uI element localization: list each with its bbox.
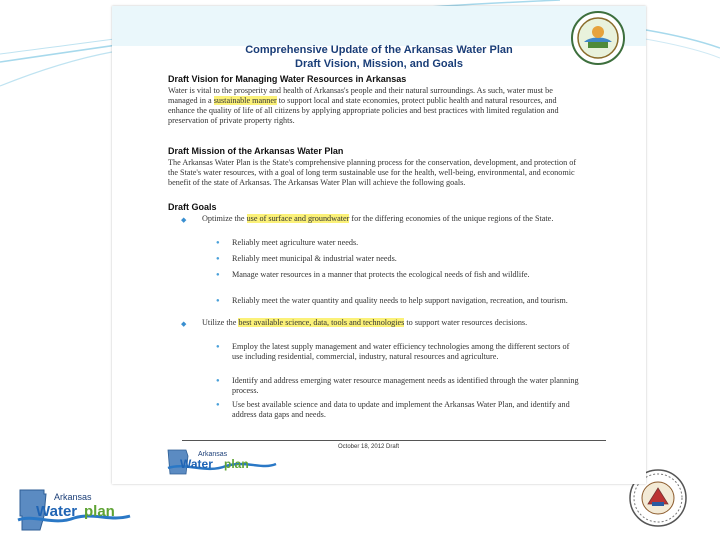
svg-text:plan: plan: [84, 503, 115, 520]
mission-text: The Arkansas Water Plan is the State's comprehensive planning process for the conservation, development, and protection of the State's water resources, with a goal of long term sustainable use for the health, well-being, environmental, and economic benefit of the state of Arkansas. The Arkansas Water Plan will achieve the following goals.: [168, 158, 577, 187]
bullet-diamond-icon: ◆: [181, 216, 187, 224]
goals-heading: Draft Goals: [168, 202, 217, 212]
vision-heading: Draft Vision for Managing Water Resources in Arkansas: [168, 74, 407, 84]
sub-bullet-icon: ●: [216, 402, 220, 408]
sub-bullet-icon: ●: [216, 240, 220, 246]
goal-1-text: Optimize the use of surface and groundwater for the differing economies of the unique regions of the State.: [202, 214, 554, 223]
arkansas-water-plan-logo: [14, 486, 134, 534]
goal-2-sub-3: Use best available science and data to update and implement the Arkansas Water Plan, and identify and address data gaps and needs.: [232, 400, 570, 419]
goal-1-sub-1: Reliably meet agriculture water needs.: [232, 238, 359, 247]
bullet-diamond-icon: ◆: [181, 320, 187, 328]
svg-text:Water: Water: [36, 503, 78, 520]
goal-2-text: Utilize the best available science, data, tools and technologies to support water resources decisions.: [202, 318, 528, 327]
goal-2-highlight: best available science, data, tools and technologies: [238, 318, 405, 327]
vision-text: Water is vital to the prosperity and health of Arkansas's people and their natural surroundings. As such, water must be managed in a sustainable manner to support local and state economies, protect public health and natural resources, and enhance the quality of life of all citizens by applying appropriate policies and best practices with limited regulation and preservation of private property rights.: [168, 86, 559, 125]
document-title: Comprehensive Update of the Arkansas Water Plan: [245, 44, 513, 56]
svg-text:Arkansas: Arkansas: [54, 492, 92, 502]
sub-bullet-icon: ●: [216, 256, 220, 262]
sub-bullet-icon: ●: [216, 378, 220, 384]
mission-heading: Draft Mission of the Arkansas Water Plan: [168, 146, 344, 156]
svg-text:Arkansas: Arkansas: [198, 451, 228, 458]
footer-rule: [182, 440, 606, 441]
sub-bullet-icon: ●: [216, 272, 220, 278]
document-page: [112, 6, 646, 484]
svg-text:Water: Water: [180, 457, 213, 471]
sub-bullet-icon: ●: [216, 344, 220, 350]
document-header-band: [112, 6, 646, 46]
svg-text:plan: plan: [224, 457, 249, 471]
document-footer-logo: [166, 446, 278, 480]
document-subtitle: Draft Vision, Mission, and Goals: [295, 58, 463, 70]
sub-bullet-icon: ●: [216, 298, 220, 304]
goal-2-sub-2: Identify and address emerging water resource management needs as identified through the water planning process.: [232, 376, 579, 395]
goal-1-highlight: use of surface and groundwater: [246, 214, 350, 223]
footer-date: October 18, 2012 Draft: [338, 444, 400, 450]
vision-highlight: sustainable manner: [213, 96, 277, 105]
goal-1-sub-4: Reliably meet the water quantity and quality needs to help support navigation, recreation, and tourism.: [232, 296, 568, 305]
goal-1-sub-3: Manage water resources in a manner that protects the ecological needs of fish and wildlife.: [232, 270, 530, 279]
goal-1-sub-2: Reliably meet municipal & industrial water needs.: [232, 254, 397, 263]
goal-2-sub-1: Employ the latest supply management and water efficiency technologies among the different sectors of use including residential, commercial, industry, natural resources and agriculture.: [232, 342, 570, 361]
